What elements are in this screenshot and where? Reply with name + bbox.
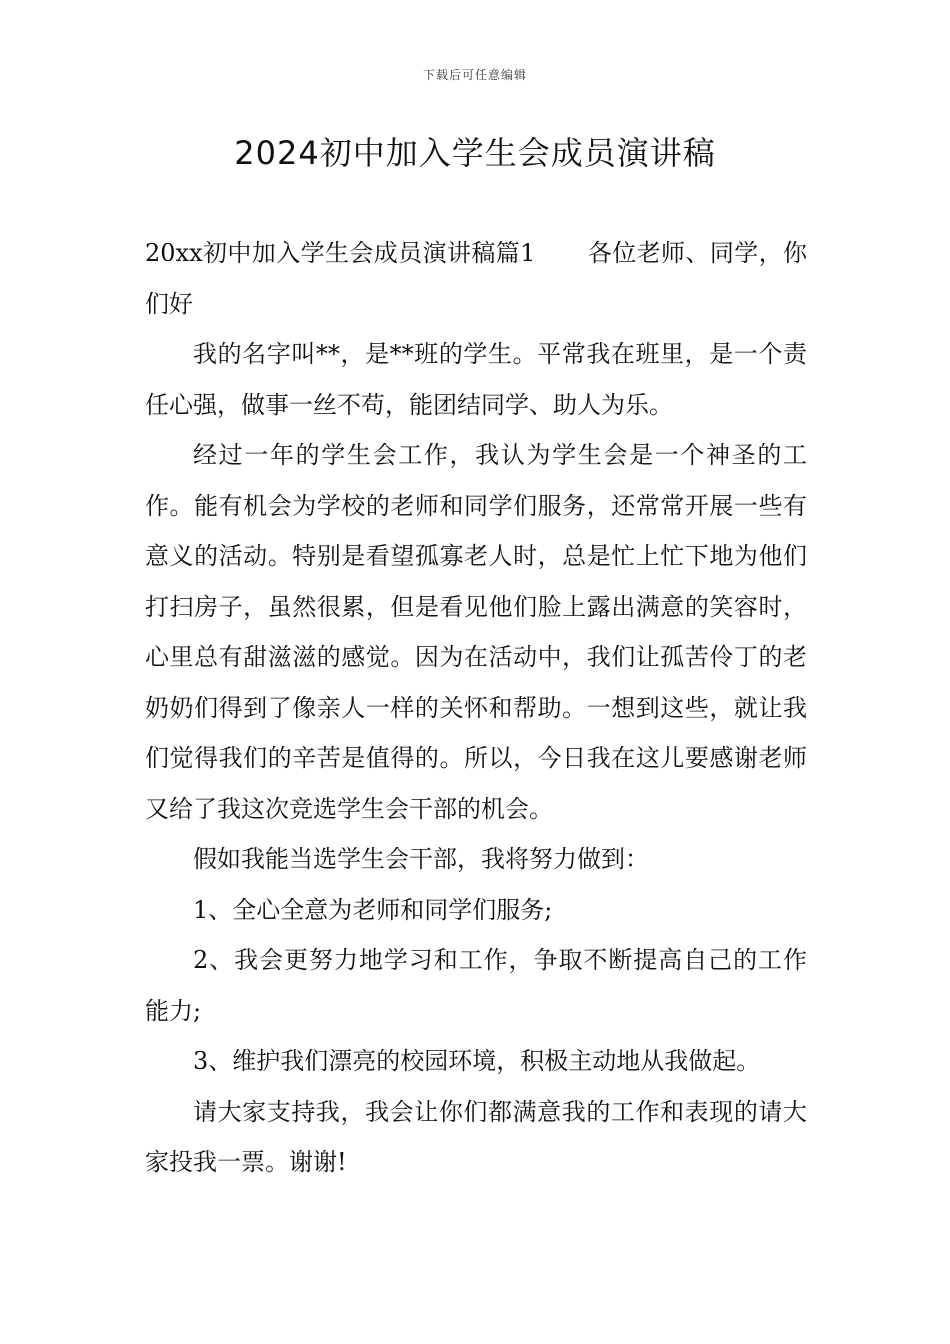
- header-note: 下载后可任意编辑: [422, 68, 527, 82]
- intro-heading: 20xx初中加入学生会成员演讲稿篇1: [145, 239, 536, 267]
- document-body: [145, 228, 807, 1188]
- closing-paragraph: 请大家支持我，我会让你们都满意我的工作和表现的请大家投我一票。谢谢!: [145, 1097, 807, 1176]
- greeting: 各位老师、同学，你们好: [145, 239, 808, 318]
- list-item: 3、维护我们漂亮的校园环境，积极主动地从我做起。: [193, 1047, 761, 1075]
- paragraph: 我的名字叫**，是**班的学生。平常我在班里，是一个责任心强，做事一丝不苟，能团结同学、助人为乐。: [145, 340, 807, 419]
- paragraph: 假如我能当选学生会干部，我将努力做到：: [193, 845, 649, 873]
- intro-paragraph: [145, 228, 807, 329]
- page-title: 2024初中加入学生会成员演讲稿: [234, 134, 716, 172]
- paragraph: 经过一年的学生会工作，我认为学生会是一个神圣的工作。能有机会为学校的老师和同学们服务，还常常开展一些有意义的活动。特别是看望孤寡老人时，总是忙上忙下地为他们打扫房子，虽然很累，但是看见他们脸上露出满意的笑容时，心里总有甜滋滋的感觉。因为在活动中，我们让孤苦伶丁的老奶奶们得到了像亲人一样的关怀和帮助。一想到这些，就让我们觉得我们的辛苦是值得的。所以，今日我在这儿要感谢老师又给了我这次竞选学生会干部的机会。: [145, 441, 807, 823]
- list-item: 2、我会更努力地学习和工作，争取不断提高自己的工作能力;: [145, 946, 807, 1025]
- list-item: 1、全心全意为老师和同学们服务;: [193, 895, 553, 924]
